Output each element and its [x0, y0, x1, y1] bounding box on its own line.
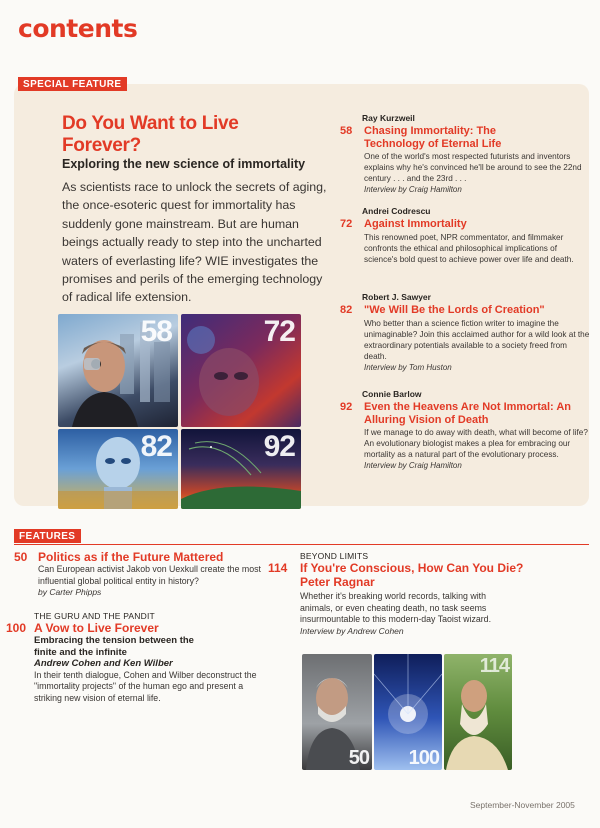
article-author: Connie Barlow — [362, 389, 422, 399]
feature-title[interactable]: Politics as if the Future Mattered — [38, 550, 224, 564]
special-feature-body: As scientists race to unlock the secrets of aging, the once-esoteric quest for immortality has suddenly gone mainstream. But are human beings actually ready to step into the uncharted waters of everlasting life? WIE investigates the promises and perils of the emerging technology of radical life extension. — [62, 180, 327, 305]
thumbnail-page-number: 58 — [140, 315, 172, 348]
article-title[interactable]: Even the Heavens Are Not Immortal: An Alluring Vision of Death — [364, 401, 572, 426]
feature-description: Can European activist Jakob von Uexkull create the most influential global political entity in history? — [38, 564, 261, 586]
feature-page-number: 100 — [6, 621, 27, 635]
special-feature-subtitle: Exploring the new science of immortality — [62, 157, 306, 171]
article-sawyer[interactable] — [340, 292, 590, 373]
feature-title[interactable]: If You're Conscious, How Can You Die? Peter Ragnar — [300, 561, 524, 589]
article-page-number: 92 — [340, 401, 353, 413]
thumbnail-page-number: 72 — [263, 315, 295, 348]
article-title[interactable]: Against Immortality — [364, 218, 467, 230]
feature-section: BEYOND LIMITS — [300, 551, 369, 561]
feature-page-number: 50 — [14, 550, 28, 564]
article-page-number: 72 — [340, 218, 353, 230]
thumbnail-kurzweil[interactable] — [58, 314, 178, 427]
thumbnail-page-number: 100 — [408, 747, 439, 769]
thumbnail-codrescu[interactable] — [181, 314, 301, 427]
article-title[interactable]: "We Will Be the Lords of Creation" — [364, 304, 545, 316]
thumbnail-barlow[interactable] — [181, 429, 301, 509]
features-divider — [14, 544, 589, 545]
article-author: Ray Kurzweil — [362, 113, 415, 123]
feature-page-number: 114 — [268, 561, 288, 575]
feature-credit: Interview by Andrew Cohen — [300, 625, 404, 636]
thumbnail-feature-politics[interactable] — [302, 654, 372, 770]
special-feature-title[interactable]: Do You Want to Live Forever? — [62, 113, 239, 156]
feature-conscious[interactable] — [268, 551, 538, 637]
article-title[interactable]: Chasing Immortality: The Technology of Eternal Life — [364, 125, 502, 150]
special-feature-label: SPECIAL FEATURE — [18, 77, 127, 91]
thumbnail-feature-vow[interactable] — [374, 654, 442, 770]
feature-politics[interactable] — [14, 550, 284, 598]
feature-subtitle: Embracing the tension between the finite and the infinite — [34, 635, 194, 658]
feature-description: Whether it's breaking world records, talking with animals, or even cheating death, no task seems insurmountable to this modern-day Taoist wizard. — [300, 591, 492, 624]
feature-authors: Andrew Cohen and Ken Wilber — [34, 658, 173, 669]
article-page-number: 82 — [340, 304, 353, 316]
article-description: This renowned poet, NPR commentator, and filmmaker confronts the ethical and philosophical implications of science's bold quest to achieve power over life and death. — [364, 232, 574, 264]
article-page-number: 58 — [340, 125, 353, 137]
article-credit: Interview by Craig Hamilton — [364, 185, 462, 194]
page-title: contents — [18, 14, 138, 43]
issue-date: September-November 2005 — [470, 800, 575, 810]
article-kurzweil[interactable] — [340, 113, 590, 195]
feature-title[interactable]: A Vow to Live Forever — [34, 621, 159, 635]
thumbnail-page-number: 50 — [348, 747, 369, 769]
article-codrescu[interactable] — [340, 206, 590, 265]
features-label: FEATURES — [14, 529, 81, 543]
article-author: Andrei Codrescu — [362, 206, 431, 216]
article-credit: Interview by Craig Hamilton — [364, 461, 462, 470]
thumbnail-page-number: 82 — [140, 430, 172, 463]
feature-credit: by Carter Phipps — [38, 587, 102, 597]
article-credit: Interview by Tom Huston — [364, 362, 452, 372]
article-description: One of the world's most respected futurists and inventors explains why he's convinced he'll be around to see the 22nd century . . . and the 23rd . . . — [364, 152, 582, 183]
thumbnail-page-number: 92 — [263, 430, 295, 463]
article-description: If we manage to do away with death, what will become of life? An evolutionary biologist makes a plea for embracing our mortality as a natural part of the evolutionary process. — [364, 428, 588, 459]
feature-vow[interactable] — [6, 611, 286, 704]
feature-section: THE GURU AND THE PANDIT — [34, 611, 155, 621]
thumbnail-sawyer[interactable] — [58, 429, 178, 509]
feature-description: In their tenth dialogue, Cohen and Wilber deconstruct the "immortality projects" of the human ego and present a striking new vision of eternal life. — [34, 669, 257, 703]
article-barlow[interactable] — [340, 389, 590, 471]
article-description: Who better than a science fiction writer to imagine the unimaginable? Join this acclaimed author for a wild look at the extraordinary potentials available to a society freed from death. — [364, 318, 590, 361]
thumbnail-feature-conscious[interactable] — [444, 654, 512, 770]
thumbnail-page-number: 114 — [479, 655, 509, 677]
article-author: Robert J. Sawyer — [362, 292, 431, 302]
